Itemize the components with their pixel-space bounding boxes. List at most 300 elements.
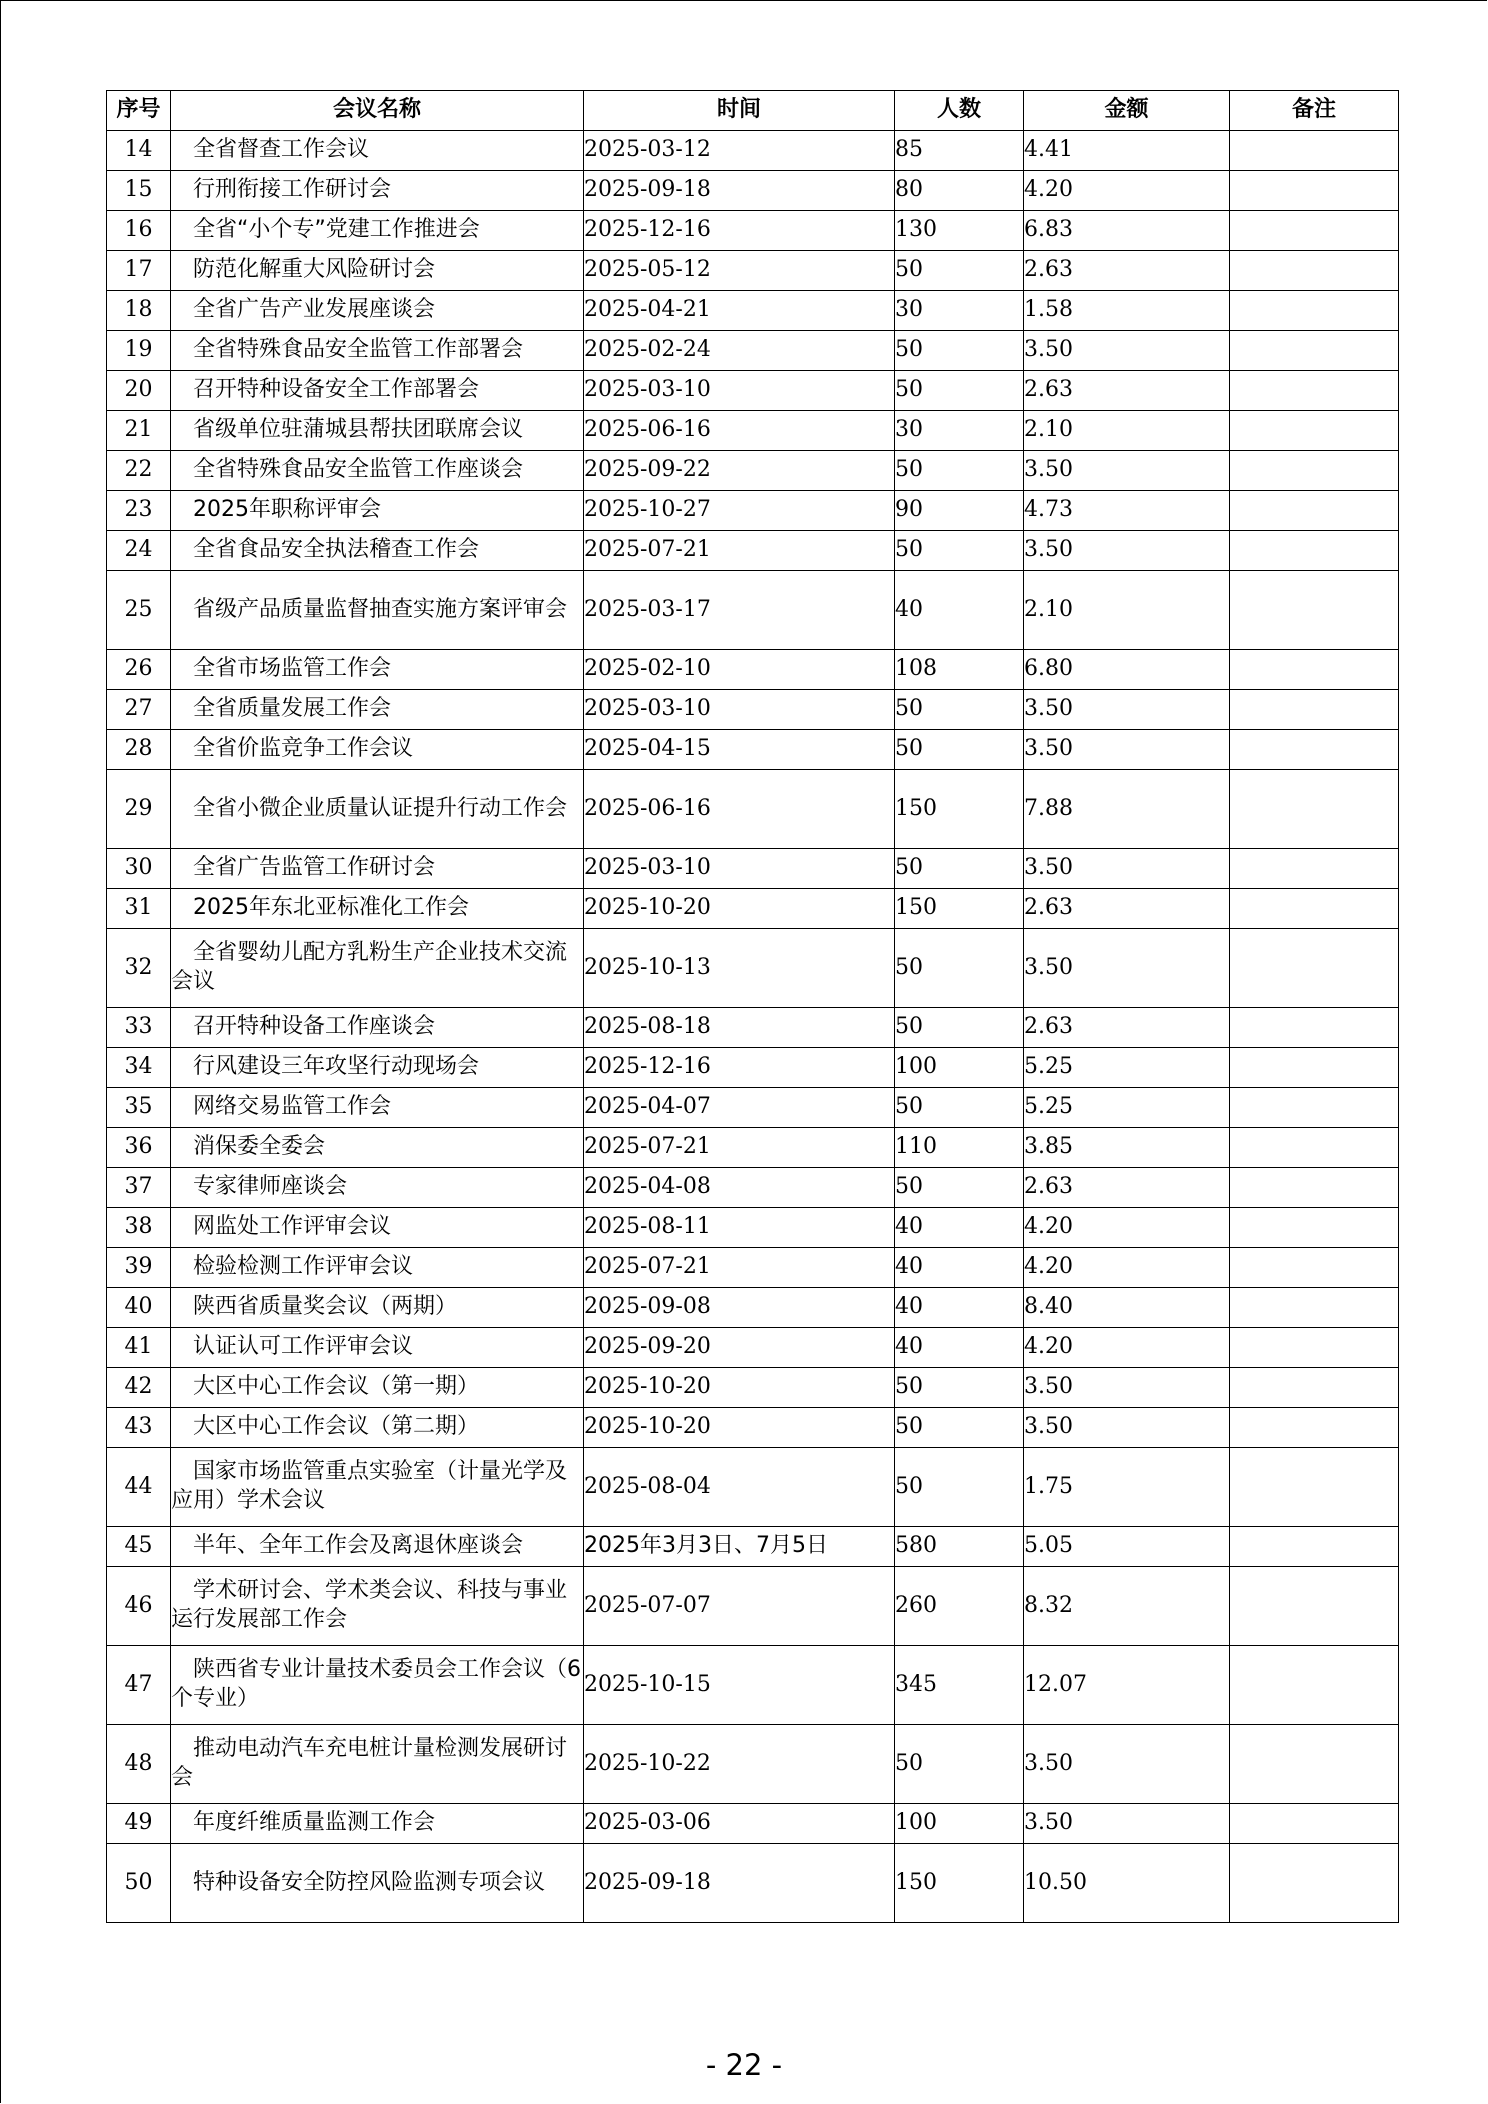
cell-amount: 5.25 (1024, 1048, 1230, 1088)
meeting-name-text: 陕西省专业计量技术委员会工作会议（6个专业） (171, 1657, 581, 1711)
cell-no: 18 (107, 291, 171, 331)
cell-time: 2025-09-18 (584, 171, 895, 211)
cell-people: 50 (895, 1448, 1024, 1527)
cell-note (1230, 690, 1399, 730)
cell-amount: 3.85 (1024, 1128, 1230, 1168)
cell-time: 2025-04-08 (584, 1168, 895, 1208)
cell-amount: 8.40 (1024, 1288, 1230, 1328)
cell-amount: 3.50 (1024, 331, 1230, 371)
cell-time: 2025-09-20 (584, 1328, 895, 1368)
cell-note (1230, 531, 1399, 571)
cell-people: 40 (895, 571, 1024, 650)
cell-people: 100 (895, 1804, 1024, 1844)
cell-amount: 3.50 (1024, 690, 1230, 730)
cell-people: 108 (895, 650, 1024, 690)
cell-amount: 4.20 (1024, 1208, 1230, 1248)
cell-no: 28 (107, 730, 171, 770)
meeting-name-text: 全省食品安全执法稽查工作会 (193, 537, 480, 563)
cell-amount: 4.20 (1024, 171, 1230, 211)
cell-people: 50 (895, 331, 1024, 371)
cell-time: 2025-08-11 (584, 1208, 895, 1248)
header-name: 会议名称 (171, 91, 584, 131)
cell-name (171, 211, 584, 251)
cell-no: 29 (107, 770, 171, 849)
cell-no: 27 (107, 690, 171, 730)
cell-note (1230, 1725, 1399, 1804)
cell-note (1230, 1248, 1399, 1288)
cell-no: 43 (107, 1408, 171, 1448)
cell-name (171, 1008, 584, 1048)
cell-amount: 2.63 (1024, 371, 1230, 411)
cell-note (1230, 451, 1399, 491)
cell-amount: 2.63 (1024, 1168, 1230, 1208)
meeting-name-text: 召开特种设备工作座谈会 (193, 1014, 436, 1040)
table-row (107, 1008, 1399, 1048)
cell-name (171, 331, 584, 371)
table-row (107, 1368, 1399, 1408)
cell-name (171, 411, 584, 451)
cell-no: 41 (107, 1328, 171, 1368)
cell-name (171, 531, 584, 571)
cell-time: 2025-10-22 (584, 1725, 895, 1804)
cell-no: 17 (107, 251, 171, 291)
cell-people: 50 (895, 531, 1024, 571)
meeting-name-text: 半年、全年工作会及离退休座谈会 (193, 1533, 524, 1559)
header-people: 人数 (895, 91, 1024, 131)
meeting-name-text: 省级产品质量监督抽查实施方案评审会 (193, 596, 568, 622)
cell-name (171, 1448, 584, 1527)
cell-time: 2025-05-12 (584, 251, 895, 291)
cell-people: 260 (895, 1567, 1024, 1646)
cell-no: 30 (107, 849, 171, 889)
cell-time: 2025-09-08 (584, 1288, 895, 1328)
table-row (107, 1408, 1399, 1448)
cell-people: 40 (895, 1288, 1024, 1328)
cell-name (171, 371, 584, 411)
table-row (107, 1208, 1399, 1248)
cell-people: 580 (895, 1527, 1024, 1567)
table-row (107, 929, 1399, 1008)
cell-note (1230, 849, 1399, 889)
table-row (107, 371, 1399, 411)
cell-time: 2025-04-07 (584, 1088, 895, 1128)
table-row (107, 1128, 1399, 1168)
cell-people: 50 (895, 730, 1024, 770)
table-row (107, 451, 1399, 491)
cell-people: 130 (895, 211, 1024, 251)
cell-note (1230, 331, 1399, 371)
cell-time: 2025-10-13 (584, 929, 895, 1008)
cell-no: 23 (107, 491, 171, 531)
cell-no: 33 (107, 1008, 171, 1048)
table-row (107, 1448, 1399, 1527)
cell-note (1230, 1844, 1399, 1923)
cell-time: 2025-07-07 (584, 1567, 895, 1646)
cell-people: 50 (895, 1368, 1024, 1408)
cell-no: 26 (107, 650, 171, 690)
cell-people: 80 (895, 171, 1024, 211)
meeting-name-text: 全省广告监管工作研讨会 (193, 855, 436, 881)
cell-name (171, 849, 584, 889)
cell-amount: 12.07 (1024, 1646, 1230, 1725)
cell-amount: 2.63 (1024, 889, 1230, 929)
cell-name (171, 571, 584, 650)
meeting-name-text: 全省质量发展工作会 (193, 696, 392, 722)
table-row (107, 1168, 1399, 1208)
cell-no: 48 (107, 1725, 171, 1804)
cell-amount: 8.32 (1024, 1567, 1230, 1646)
cell-name (171, 1725, 584, 1804)
cell-people: 50 (895, 849, 1024, 889)
cell-note (1230, 251, 1399, 291)
cell-people: 50 (895, 251, 1024, 291)
cell-amount: 4.41 (1024, 131, 1230, 171)
cell-note (1230, 371, 1399, 411)
cell-name (171, 1527, 584, 1567)
header-time: 时间 (584, 91, 895, 131)
header-note: 备注 (1230, 91, 1399, 131)
meeting-name-text: 消保委全委会 (193, 1134, 326, 1160)
cell-people: 150 (895, 889, 1024, 929)
cell-time: 2025-09-22 (584, 451, 895, 491)
cell-name (171, 1646, 584, 1725)
cell-amount: 3.50 (1024, 531, 1230, 571)
table-row (107, 571, 1399, 650)
cell-note (1230, 491, 1399, 531)
cell-note (1230, 1646, 1399, 1725)
cell-note (1230, 730, 1399, 770)
cell-no: 38 (107, 1208, 171, 1248)
header-no: 序号 (107, 91, 171, 131)
cell-time: 2025-09-18 (584, 1844, 895, 1923)
cell-no: 22 (107, 451, 171, 491)
meeting-name-text: 行风建设三年攻坚行动现场会 (193, 1054, 480, 1080)
table-row (107, 251, 1399, 291)
meeting-name-text: 全省特殊食品安全监管工作座谈会 (193, 457, 524, 483)
table-row (107, 411, 1399, 451)
cell-note (1230, 1527, 1399, 1567)
cell-no: 49 (107, 1804, 171, 1844)
cell-time: 2025-02-24 (584, 331, 895, 371)
meeting-name-text: 省级单位驻蒲城县帮扶团联席会议 (193, 417, 524, 443)
cell-time: 2025-03-10 (584, 371, 895, 411)
table-row (107, 331, 1399, 371)
cell-note (1230, 1448, 1399, 1527)
cell-amount: 1.75 (1024, 1448, 1230, 1527)
cell-no: 39 (107, 1248, 171, 1288)
cell-time: 2025-10-15 (584, 1646, 895, 1725)
table-row (107, 1328, 1399, 1368)
cell-no: 46 (107, 1567, 171, 1646)
cell-amount: 7.88 (1024, 770, 1230, 849)
cell-no: 19 (107, 331, 171, 371)
cell-amount: 2.63 (1024, 251, 1230, 291)
cell-note (1230, 1328, 1399, 1368)
cell-note (1230, 1048, 1399, 1088)
cell-amount: 3.50 (1024, 1725, 1230, 1804)
cell-amount: 3.50 (1024, 1368, 1230, 1408)
cell-name (171, 1288, 584, 1328)
meeting-name-text: 学术研讨会、学术类会议、科技与事业运行发展部工作会 (171, 1578, 568, 1632)
cell-note (1230, 650, 1399, 690)
meeting-name-text: 全省广告产业发展座谈会 (193, 297, 436, 323)
cell-note (1230, 211, 1399, 251)
cell-people: 50 (895, 1008, 1024, 1048)
header-amount: 金额 (1024, 91, 1230, 131)
cell-note (1230, 171, 1399, 211)
meeting-name-text: 全省价监竞争工作会议 (193, 736, 414, 762)
cell-time: 2025-02-10 (584, 650, 895, 690)
cell-amount: 4.73 (1024, 491, 1230, 531)
cell-people: 50 (895, 929, 1024, 1008)
cell-name (171, 1408, 584, 1448)
cell-no: 50 (107, 1844, 171, 1923)
table-row (107, 1844, 1399, 1923)
cell-people: 150 (895, 770, 1024, 849)
table-row (107, 1048, 1399, 1088)
cell-people: 40 (895, 1208, 1024, 1248)
cell-note (1230, 1008, 1399, 1048)
cell-name (171, 650, 584, 690)
cell-people: 150 (895, 1844, 1024, 1923)
cell-no: 47 (107, 1646, 171, 1725)
cell-people: 50 (895, 1408, 1024, 1448)
table-row (107, 770, 1399, 849)
cell-amount: 2.63 (1024, 1008, 1230, 1048)
cell-people: 345 (895, 1646, 1024, 1725)
cell-no: 31 (107, 889, 171, 929)
cell-no: 20 (107, 371, 171, 411)
cell-note (1230, 1408, 1399, 1448)
meeting-name-text: 全省特殊食品安全监管工作部署会 (193, 337, 524, 363)
cell-time: 2025-08-04 (584, 1448, 895, 1527)
cell-time: 2025-10-20 (584, 1408, 895, 1448)
meeting-name-text: 特种设备安全防控风险监测专项会议 (193, 1869, 546, 1895)
cell-no: 24 (107, 531, 171, 571)
cell-name (171, 171, 584, 211)
cell-time: 2025年3月3日、7月5日 (584, 1527, 895, 1567)
cell-name (171, 131, 584, 171)
cell-amount: 4.20 (1024, 1328, 1230, 1368)
cell-people: 50 (895, 1088, 1024, 1128)
cell-amount: 6.83 (1024, 211, 1230, 251)
table-row (107, 291, 1399, 331)
meeting-name-text: 全省督查工作会议 (193, 137, 370, 163)
meeting-name-text: 专家律师座谈会 (193, 1174, 348, 1200)
cell-people: 50 (895, 690, 1024, 730)
cell-people: 90 (895, 491, 1024, 531)
cell-name (171, 1168, 584, 1208)
cell-no: 14 (107, 131, 171, 171)
meeting-expense-table (106, 90, 1399, 1923)
cell-name (171, 690, 584, 730)
table-row (107, 1567, 1399, 1646)
cell-time: 2025-03-06 (584, 1804, 895, 1844)
cell-name (171, 730, 584, 770)
cell-name (171, 251, 584, 291)
table-row (107, 1088, 1399, 1128)
cell-note (1230, 1288, 1399, 1328)
meeting-name-text: 大区中心工作会议（第一期） (193, 1374, 480, 1400)
cell-name (171, 1368, 584, 1408)
cell-amount: 1.58 (1024, 291, 1230, 331)
cell-people: 50 (895, 451, 1024, 491)
cell-name (171, 770, 584, 849)
meeting-name-text: 网监处工作评审会议 (193, 1214, 392, 1240)
meeting-name-text: 2025年东北亚标准化工作会 (193, 895, 469, 921)
cell-name (171, 1048, 584, 1088)
cell-note (1230, 131, 1399, 171)
cell-name (171, 1844, 584, 1923)
meeting-name-text: 行刑衔接工作研讨会 (193, 177, 392, 203)
cell-name (171, 491, 584, 531)
cell-name (171, 451, 584, 491)
cell-no: 37 (107, 1168, 171, 1208)
cell-no: 45 (107, 1527, 171, 1567)
cell-note (1230, 1208, 1399, 1248)
cell-note (1230, 1567, 1399, 1646)
cell-time: 2025-03-10 (584, 849, 895, 889)
cell-amount: 2.10 (1024, 571, 1230, 650)
cell-people: 40 (895, 1328, 1024, 1368)
meeting-name-text: 推动电动汽车充电桩计量检测发展研讨会 (171, 1736, 568, 1790)
cell-note (1230, 770, 1399, 849)
cell-no: 34 (107, 1048, 171, 1088)
cell-amount: 3.50 (1024, 849, 1230, 889)
cell-time: 2025-04-21 (584, 291, 895, 331)
cell-note (1230, 1168, 1399, 1208)
cell-no: 35 (107, 1088, 171, 1128)
meeting-name-text: 防范化解重大风险研讨会 (193, 257, 436, 283)
cell-amount: 10.50 (1024, 1844, 1230, 1923)
cell-no: 42 (107, 1368, 171, 1408)
cell-note (1230, 889, 1399, 929)
cell-note (1230, 411, 1399, 451)
cell-people: 50 (895, 1725, 1024, 1804)
table-row (107, 730, 1399, 770)
cell-time: 2025-04-15 (584, 730, 895, 770)
cell-amount: 6.80 (1024, 650, 1230, 690)
table-row (107, 531, 1399, 571)
cell-name (171, 889, 584, 929)
cell-time: 2025-10-27 (584, 491, 895, 531)
table-row (107, 889, 1399, 929)
meeting-name-text: 全省婴幼儿配方乳粉生产企业技术交流会议 (171, 940, 568, 994)
table-row (107, 1288, 1399, 1328)
cell-time: 2025-10-20 (584, 889, 895, 929)
cell-time: 2025-08-18 (584, 1008, 895, 1048)
meeting-name-text: 召开特种设备安全工作部署会 (193, 377, 480, 403)
cell-no: 25 (107, 571, 171, 650)
meeting-name-text: 全省市场监管工作会 (193, 656, 392, 682)
cell-amount: 3.50 (1024, 929, 1230, 1008)
cell-time: 2025-03-12 (584, 131, 895, 171)
cell-no: 16 (107, 211, 171, 251)
cell-time: 2025-10-20 (584, 1368, 895, 1408)
cell-name (171, 1208, 584, 1248)
meeting-name-text: 认证认可工作评审会议 (193, 1334, 414, 1360)
cell-name (171, 1567, 584, 1646)
cell-no: 44 (107, 1448, 171, 1527)
page-number: - 22 - (705, 2048, 783, 2082)
meeting-name-text: 全省“小个专”党建工作推进会 (193, 217, 480, 243)
table-row (107, 849, 1399, 889)
cell-time: 2025-07-21 (584, 1248, 895, 1288)
cell-no: 36 (107, 1128, 171, 1168)
table-row (107, 1248, 1399, 1288)
cell-amount: 4.20 (1024, 1248, 1230, 1288)
cell-amount: 3.50 (1024, 1804, 1230, 1844)
cell-name (171, 1804, 584, 1844)
cell-no: 40 (107, 1288, 171, 1328)
cell-no: 32 (107, 929, 171, 1008)
meeting-name-text: 陕西省质量奖会议（两期） (193, 1294, 458, 1320)
table-row (107, 690, 1399, 730)
cell-time: 2025-12-16 (584, 1048, 895, 1088)
cell-time: 2025-07-21 (584, 1128, 895, 1168)
cell-people: 30 (895, 291, 1024, 331)
cell-name (171, 929, 584, 1008)
cell-no: 21 (107, 411, 171, 451)
cell-time: 2025-03-17 (584, 571, 895, 650)
cell-people: 110 (895, 1128, 1024, 1168)
cell-people: 30 (895, 411, 1024, 451)
cell-note (1230, 1368, 1399, 1408)
cell-note (1230, 1088, 1399, 1128)
cell-name (171, 291, 584, 331)
table-row (107, 171, 1399, 211)
cell-amount: 2.10 (1024, 411, 1230, 451)
cell-note (1230, 291, 1399, 331)
table-row (107, 650, 1399, 690)
cell-people: 100 (895, 1048, 1024, 1088)
cell-name (171, 1088, 584, 1128)
table-row (107, 1804, 1399, 1844)
cell-name (171, 1128, 584, 1168)
meeting-name-text: 国家市场监管重点实验室（计量光学及应用）学术会议 (171, 1459, 568, 1513)
cell-time: 2025-03-10 (584, 690, 895, 730)
table-body (107, 131, 1399, 1923)
cell-no: 15 (107, 171, 171, 211)
cell-people: 40 (895, 1248, 1024, 1288)
meeting-name-text: 2025年职称评审会 (193, 497, 381, 523)
table-row (107, 1646, 1399, 1725)
cell-note (1230, 571, 1399, 650)
meeting-name-text: 网络交易监管工作会 (193, 1094, 392, 1120)
cell-amount: 3.50 (1024, 451, 1230, 491)
meeting-name-text: 检验检测工作评审会议 (193, 1254, 414, 1280)
cell-amount: 5.05 (1024, 1527, 1230, 1567)
table-header-row (107, 91, 1399, 131)
table-row (107, 211, 1399, 251)
cell-time: 2025-07-21 (584, 531, 895, 571)
cell-time: 2025-12-16 (584, 211, 895, 251)
cell-note (1230, 1128, 1399, 1168)
cell-people: 50 (895, 1168, 1024, 1208)
table-row (107, 491, 1399, 531)
meeting-name-text: 年度纤维质量监测工作会 (193, 1810, 436, 1836)
cell-people: 85 (895, 131, 1024, 171)
cell-amount: 3.50 (1024, 730, 1230, 770)
cell-time: 2025-06-16 (584, 411, 895, 451)
cell-time: 2025-06-16 (584, 770, 895, 849)
meeting-name-text: 大区中心工作会议（第二期） (193, 1414, 480, 1440)
table-row (107, 131, 1399, 171)
cell-name (171, 1248, 584, 1288)
meeting-name-text: 全省小微企业质量认证提升行动工作会 (193, 795, 568, 821)
cell-amount: 3.50 (1024, 1408, 1230, 1448)
cell-amount: 5.25 (1024, 1088, 1230, 1128)
